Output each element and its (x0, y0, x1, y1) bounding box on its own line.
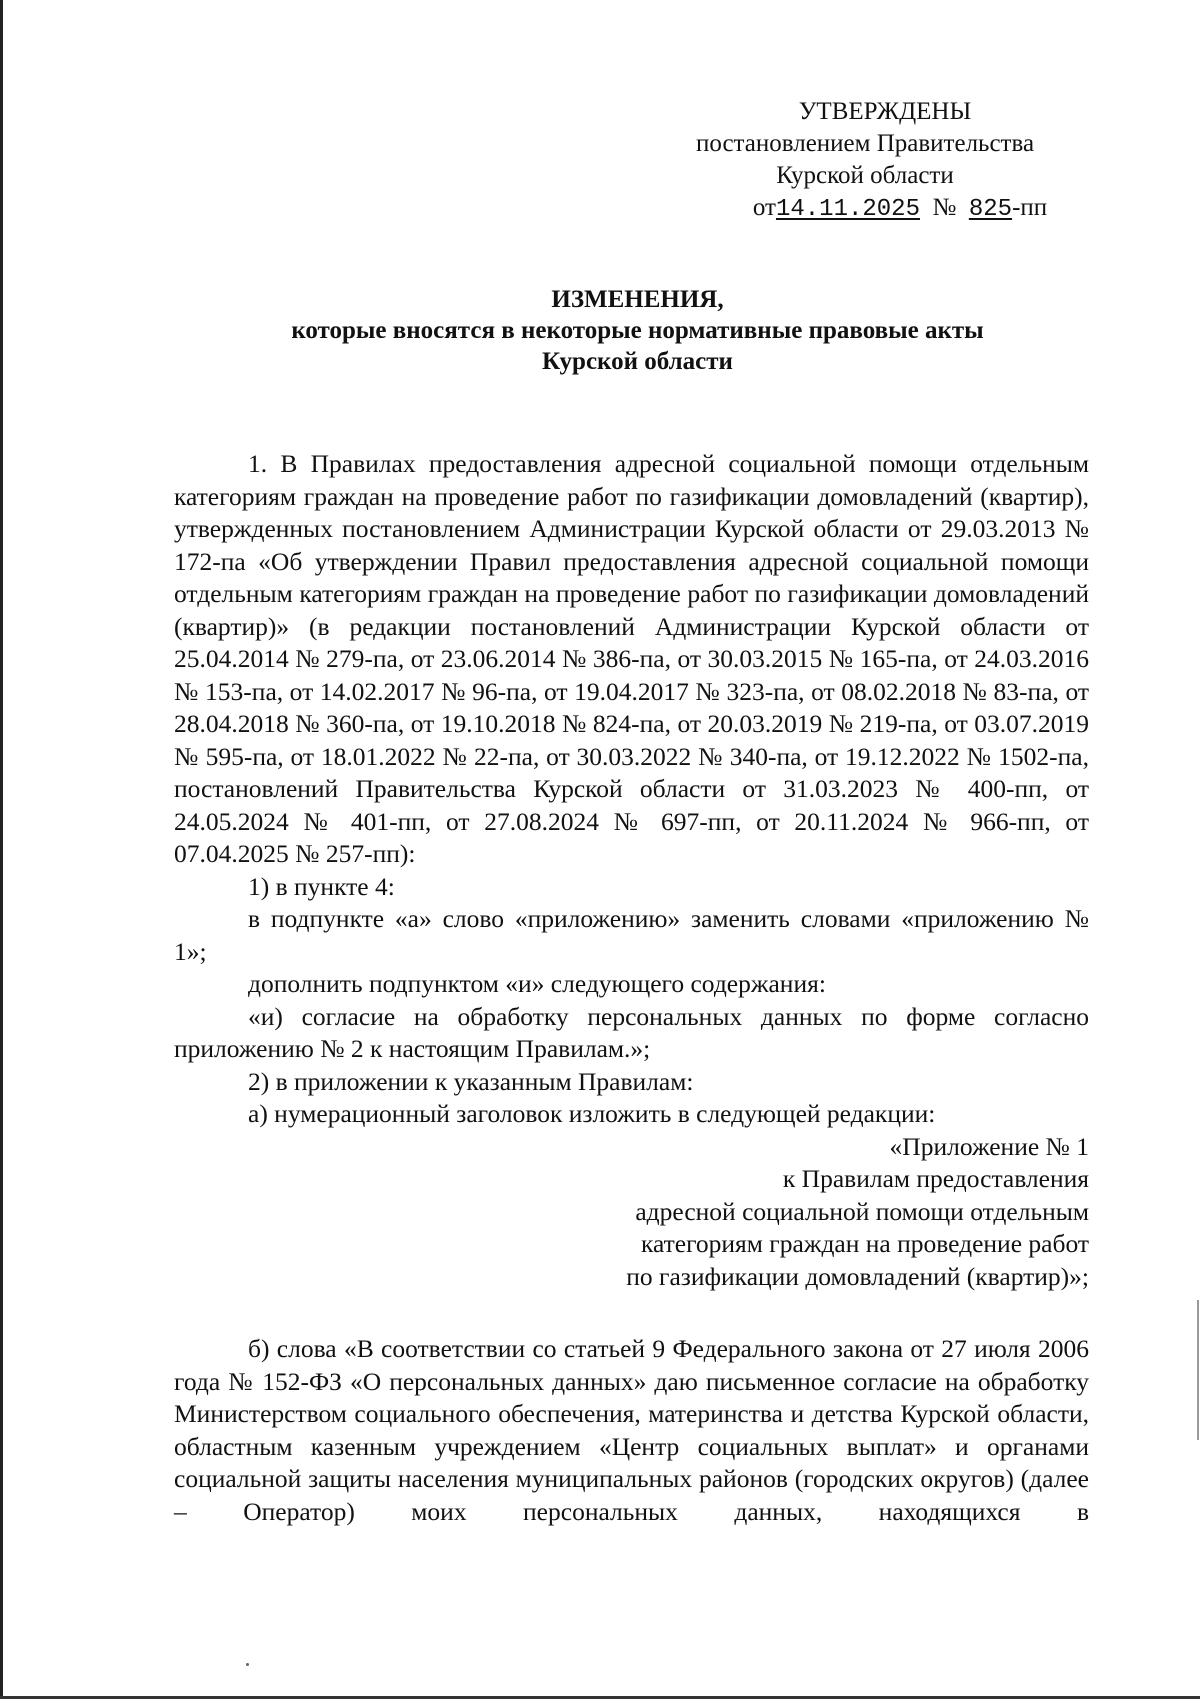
appendix-line-3: адресной социальной помощи отдельным (635, 1196, 1089, 1226)
approval-number: 825 (968, 196, 1013, 223)
scan-border-left (0, 0, 3, 1699)
document-body (174, 448, 1089, 1528)
appendix-heading (174, 1131, 1089, 1294)
approval-date-line (620, 192, 1110, 226)
scan-speck (246, 1663, 249, 1666)
document-title (160, 284, 1115, 377)
approval-date: 14.11.2025 (775, 196, 920, 223)
item-2a: а) нумерационный заголовок изложить в следующей редакции: (248, 1099, 936, 1128)
item-1c: «и) согласие на обработку персональных данных по форме согласно приложению № 2 к настоящим Правилам.»; (174, 1001, 1089, 1063)
approval-line-2: Курской области (776, 162, 954, 189)
number-suffix: -пп (1012, 194, 1048, 221)
appendix-line-2: к Правилам предоставления (782, 1164, 1089, 1193)
spacer (174, 1293, 1089, 1333)
date-prefix: от (752, 194, 776, 221)
item-2b: б) слова «В соответствии со статьей 9 Федерального закона от 27 июля 2006 года № 152-ФЗ «О персональных данных» даю письменное согласие на обработку Министерством социального обеспечения, материнства и детства Курской области, областным казенным учреждением «Центр социальных выплат» и органами социальной защиты населения муниципальных районов (городских округов) (далее – Оператор) моих персональных данных, находящихся в (174, 1334, 1089, 1526)
approval-word: УТВЕРЖДЕНЫ (798, 98, 972, 125)
appendix-line-5: по газификации домовладений (квартир)»; (626, 1261, 1089, 1291)
approval-stamp (620, 96, 1110, 226)
appendix-line-1: «Приложение № 1 (889, 1131, 1089, 1161)
title-line-3: Курской области (542, 348, 733, 375)
item-1: 1) в пункте 4: (248, 871, 395, 901)
item-1a: в подпункте «а» слово «приложению» заменить словами «приложению № 1»; (174, 904, 1089, 966)
scan-border-right (1197, 1300, 1199, 1440)
approval-line-1: постановлением Правительства (695, 130, 1035, 157)
number-sign: № (932, 194, 957, 221)
title-line-1: ИЗМЕНЕНИЯ, (551, 286, 724, 313)
item-2: 2) в приложении к указанным Правилам: (248, 1066, 694, 1096)
item-1b: дополнить подпунктом «и» следующего содержания: (248, 969, 826, 998)
appendix-line-4: категориям граждан на проведение работ (640, 1229, 1089, 1258)
title-line-2: которые вносятся в некоторые нормативные правовые акты (291, 317, 984, 344)
paragraph-1: 1. В Правилах предоставления адресной социальной помощи отдельным категориям граждан на проведение работ по газификации домовладений (квартир), утвержденных постановлением Администрации Курской области от 29.03.2013 № 172-па «Об утверждении Правил предоставления адресной социальной помощи отдельным категориям граждан на проведение работ по газификации домовладений (квартир)» (в редакции постановлений Администрации Курской области от 25.04.2014 № 279-па, от 23.06.2014 № 386-па, от 30.03.2015 № 165-па, от 24.03.2016 № 153-па, от 14.02.2017 № 96-па, от 19.04.2017 № 323-па, от 08.02.2018 № 83-па, от 28.04.2018 № 360-па, от 19.10.2018 № 824-па, от 20.03.2019 № 219-па, от 03.07.2019 № 595-па, от 18.01.2022 № 22-па, от 30.03.2022 № 340-па, от 19.12.2022 № 1502-па, постановлений Правительства Курской области от 31.03.2023 № 400-пп, от 24.05.2024 № 401-пп, от 27.08.2024 № 697-пп, от 20.11.2024 № 966-пп, от 07.04.2025 № 257-пп): (174, 449, 1089, 868)
